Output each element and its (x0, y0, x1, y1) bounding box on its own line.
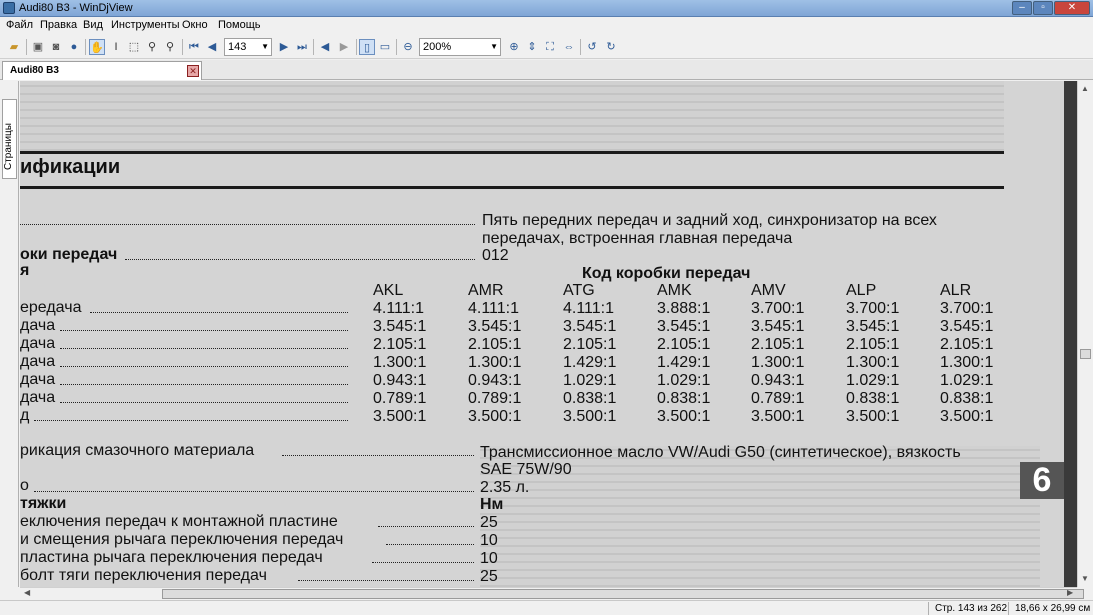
print-icon[interactable]: ▣ (32, 41, 44, 53)
cell: 0.943:1 (751, 372, 805, 389)
dot-leader (372, 562, 474, 563)
cell: 0.789:1 (468, 390, 522, 407)
cell: 3.500:1 (468, 408, 522, 425)
row-label: ередача (20, 299, 82, 316)
dot-leader (125, 259, 475, 260)
cell: 1.029:1 (940, 372, 994, 389)
dot-leader (34, 420, 348, 421)
cell: 0.838:1 (563, 390, 617, 407)
volume-value: 2.35 л. (480, 479, 530, 496)
cell: 3.700:1 (846, 300, 900, 317)
app-icon (3, 2, 15, 14)
find-icon[interactable]: ◙ (52, 41, 60, 53)
cell: 1.300:1 (751, 354, 805, 371)
torque-label: пластина рычага переключения передач (20, 549, 323, 566)
vertical-scroll-thumb[interactable] (1080, 349, 1091, 359)
cell: 1.429:1 (657, 354, 711, 371)
cell: 4.111:1 (373, 300, 425, 317)
gearbox-description-line1: Пять передних передач и задний ход, синхронизатор на всех (482, 212, 937, 229)
torque-heading: тяжки (20, 495, 67, 512)
cell: 3.500:1 (751, 408, 805, 425)
cell: 3.545:1 (657, 318, 711, 335)
chapter-badge: 6 (1020, 462, 1064, 499)
section-rule-top (20, 151, 1004, 154)
torque-unit: Нм (480, 496, 504, 513)
dot-leader (20, 224, 475, 225)
scroll-right-icon[interactable]: ▶ (1067, 588, 1074, 597)
row-label: дача (20, 389, 56, 406)
last-page-icon[interactable]: ⏭ (297, 41, 307, 53)
cell: 1.029:1 (563, 372, 617, 389)
dot-leader (60, 402, 348, 403)
status-bar (0, 600, 1093, 615)
lube-value-line1: Трансмиссионное масло VW/Audi G50 (синтетическое), вязкость (480, 444, 961, 461)
next-page-icon[interactable]: ▶ (279, 41, 289, 53)
cell: 3.545:1 (563, 318, 617, 335)
page-number-field[interactable] (224, 38, 272, 56)
zoom-field[interactable] (419, 38, 501, 56)
gearbox-number: 012 (482, 247, 509, 264)
document-tab-bar (0, 60, 1093, 80)
cell: 0.838:1 (657, 390, 711, 407)
volume-label: о (20, 477, 29, 494)
menu-window[interactable]: Окно (182, 19, 208, 31)
row-label: дача (20, 371, 56, 388)
cell: 3.545:1 (468, 318, 522, 335)
cell: 0.943:1 (373, 372, 427, 389)
zoom-rect-icon[interactable]: ⚲ (147, 41, 157, 53)
fit-width-icon[interactable]: ⇔ (563, 41, 575, 53)
window-title: Audi80 B3 - WinDjView (19, 2, 133, 14)
cell: 4.111:1 (563, 300, 615, 317)
col-header: AMK (657, 282, 692, 299)
horizontal-scroll-thumb[interactable] (162, 589, 1084, 599)
torque-value: 10 (480, 532, 498, 549)
torque-value: 25 (480, 568, 498, 585)
cell: 1.300:1 (468, 354, 522, 371)
chevron-down-icon: ▼ (490, 42, 498, 51)
close-button[interactable]: ✕ (1054, 1, 1090, 15)
code-heading: Код коробки передач (582, 265, 751, 282)
document-tab-label: Audi80 B3 (10, 65, 59, 76)
dot-leader (60, 348, 348, 349)
fit-page-icon[interactable]: ⛶ (546, 41, 554, 53)
single-page-icon[interactable]: ▯ (359, 39, 375, 55)
cell: 3.500:1 (846, 408, 900, 425)
cell: 3.700:1 (940, 300, 994, 317)
title-bar (0, 0, 1093, 17)
menu-bar (0, 17, 1093, 35)
cell: 3.888:1 (657, 300, 711, 317)
col-header: ALP (846, 282, 877, 299)
col-header: ATG (563, 282, 595, 299)
menu-tools[interactable]: Инструменты (111, 19, 180, 31)
dot-leader (60, 384, 348, 385)
select-text-icon[interactable]: I (114, 41, 118, 53)
menu-view[interactable]: Вид (83, 19, 103, 31)
page-edge (1064, 81, 1077, 587)
cell: 1.029:1 (657, 372, 711, 389)
facing-pages-icon[interactable]: ▭ (379, 41, 391, 53)
row-label: д (20, 407, 30, 424)
info-icon[interactable]: ● (70, 41, 78, 53)
horizontal-scrollbar[interactable] (20, 587, 1077, 600)
cell: 1.300:1 (940, 354, 994, 371)
cell: 2.105:1 (468, 336, 522, 353)
section-rule-bottom (20, 186, 1004, 189)
gearbox-row-label: оки передач (20, 246, 118, 263)
document-tab[interactable] (2, 61, 202, 80)
dot-leader (60, 366, 348, 367)
prev-page-icon[interactable]: ◀ (207, 41, 217, 53)
cell: 0.838:1 (846, 390, 900, 407)
zoom-out-icon[interactable]: ⊖ (403, 41, 413, 53)
scroll-up-icon[interactable]: ▲ (1081, 84, 1089, 93)
col-header: AKL (373, 282, 404, 299)
dot-leader (34, 491, 474, 492)
hand-tool-icon[interactable]: ✋ (89, 39, 105, 55)
cell: 3.500:1 (563, 408, 617, 425)
cell: 1.429:1 (563, 354, 617, 371)
menu-file[interactable]: Файл (6, 19, 34, 31)
scroll-left-icon[interactable]: ◀ (24, 588, 31, 597)
cell: 3.545:1 (846, 318, 900, 335)
scroll-down-icon[interactable]: ▼ (1081, 574, 1089, 583)
vertical-scrollbar[interactable] (1077, 81, 1093, 587)
cell: 0.789:1 (373, 390, 427, 407)
menu-help[interactable]: Помощь (218, 19, 261, 31)
dot-leader (90, 312, 348, 313)
cell: 3.545:1 (751, 318, 805, 335)
bleed-through (20, 81, 1004, 151)
cell: 2.105:1 (563, 336, 617, 353)
first-page-icon[interactable]: ⏮ (189, 41, 199, 53)
dot-leader (298, 580, 474, 581)
chevron-down-icon: ▼ (261, 42, 269, 51)
back-icon[interactable]: ◀ (320, 41, 330, 53)
dot-leader (378, 526, 474, 527)
minimize-button[interactable]: – (1012, 1, 1032, 15)
rotate-right-icon[interactable]: ↻ (606, 41, 616, 53)
cell: 3.700:1 (751, 300, 805, 317)
cell: 3.500:1 (373, 408, 427, 425)
col-header: AMV (751, 282, 786, 299)
close-tab-icon[interactable]: ✕ (187, 65, 199, 77)
zoom-value: 200% (423, 41, 452, 53)
cell: 2.105:1 (846, 336, 900, 353)
gearbox-row-label2: я (20, 262, 30, 279)
cell: 2.105:1 (751, 336, 805, 353)
status-page: Стр. 143 из 262 (935, 603, 1008, 614)
cell: 0.943:1 (468, 372, 522, 389)
zoom-out-tool-icon[interactable]: ⚲ (165, 41, 175, 53)
menu-edit[interactable]: Правка (40, 19, 78, 31)
cell: 2.105:1 (940, 336, 994, 353)
gearbox-description-line2: передачах, встроенная главная передача (482, 230, 793, 247)
cell: 0.789:1 (751, 390, 805, 407)
cell: 1.300:1 (373, 354, 427, 371)
lube-value-line2: SAE 75W/90 (480, 461, 572, 478)
section-heading: ификации (20, 156, 121, 178)
document-page[interactable] (20, 81, 1064, 587)
cell: 3.500:1 (940, 408, 994, 425)
zoom-in-icon[interactable]: ⊕ (509, 41, 519, 53)
maximize-button[interactable]: ▫ (1033, 1, 1053, 15)
select-rect-icon[interactable]: ⬚ (128, 41, 140, 53)
open-icon[interactable]: ▰ (9, 41, 19, 53)
cell: 1.029:1 (846, 372, 900, 389)
cell: 2.105:1 (657, 336, 711, 353)
col-header: AMR (468, 282, 504, 299)
cell: 3.500:1 (657, 408, 711, 425)
torque-value: 10 (480, 550, 498, 567)
status-size: 18,66 x 26,99 см (1015, 603, 1091, 614)
dot-leader (60, 330, 348, 331)
toolbar (0, 35, 1093, 59)
row-label: дача (20, 317, 56, 334)
row-label: дача (20, 335, 56, 352)
cell: 0.838:1 (940, 390, 994, 407)
forward-icon[interactable]: ▶ (339, 41, 349, 53)
side-panel (0, 81, 19, 587)
rotate-left-icon[interactable]: ↺ (587, 41, 597, 53)
lube-label: рикация смазочного материала (20, 442, 255, 459)
dot-leader (386, 544, 474, 545)
row-label: дача (20, 353, 56, 370)
col-header: ALR (940, 282, 972, 299)
cell: 2.105:1 (373, 336, 427, 353)
torque-value: 25 (480, 514, 498, 531)
dot-leader (282, 455, 474, 456)
cell: 3.545:1 (373, 318, 427, 335)
pages-panel-tab-label: Страницы (3, 123, 14, 170)
torque-label: болт тяги переключения передач (20, 567, 267, 584)
cell: 3.545:1 (940, 318, 994, 335)
page-number-value: 143 (228, 41, 247, 53)
cell: 1.300:1 (846, 354, 900, 371)
torque-label: еключения передач к монтажной пластине (20, 513, 338, 530)
pages-panel-tab[interactable] (2, 99, 17, 179)
fit-height-icon[interactable]: ⇕ (527, 41, 537, 53)
cell: 4.111:1 (468, 300, 520, 317)
torque-label: и смещения рычага переключения передач (20, 531, 344, 548)
